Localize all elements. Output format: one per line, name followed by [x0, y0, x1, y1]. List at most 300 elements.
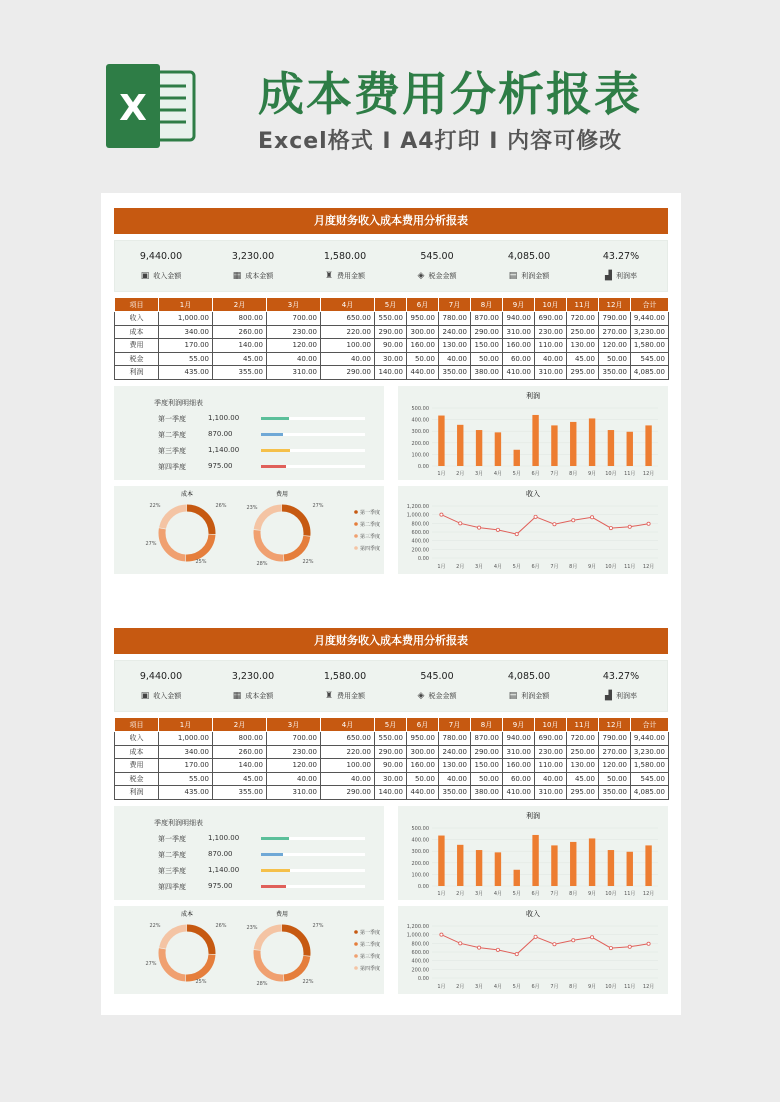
y-tick-label: 600.00	[411, 949, 429, 956]
table-cell: 50.00	[407, 772, 439, 786]
table-cell: 50.00	[599, 352, 631, 366]
table-cell: 295.00	[567, 366, 599, 380]
x-tick-label: 12月	[642, 563, 655, 570]
table-row	[115, 325, 669, 339]
x-tick-label: 4月	[493, 983, 503, 990]
x-tick-label: 2月	[456, 983, 465, 990]
x-tick-label: 5月	[512, 470, 521, 477]
bar-8	[570, 421, 576, 465]
table-cell: 130.00	[439, 759, 471, 773]
legend-label: 第一季度	[360, 509, 381, 516]
slice-pct-label: 23%	[246, 504, 258, 511]
income-point-5	[515, 532, 518, 535]
kpi-card	[391, 241, 483, 291]
income-line-chart-panel	[398, 486, 668, 574]
table-cell: 545.00	[631, 352, 669, 366]
table-cell: 295.00	[567, 786, 599, 800]
quarter-value: 1,140.00	[208, 865, 240, 874]
kpi-label: 成本金额	[245, 272, 274, 280]
income-line-chart	[398, 486, 668, 574]
x-tick-label: 1月	[437, 983, 446, 990]
table-cell: 40.00	[267, 352, 321, 366]
y-tick-label: 400.00	[411, 538, 429, 545]
kpi-label: 收入金额	[153, 692, 182, 700]
bar-1	[438, 415, 444, 465]
y-tick-label: 1,000.00	[406, 512, 429, 519]
kpi-value: 9,440.00	[139, 251, 183, 262]
x-tick-label: 11月	[624, 983, 636, 990]
x-tick-label: 10月	[605, 983, 617, 990]
row-label: 费用	[115, 759, 159, 773]
income-line-chart	[398, 906, 668, 994]
bar-6	[532, 414, 538, 465]
quarter-bar-fill	[261, 885, 286, 888]
quarter-bar-track	[261, 885, 365, 888]
x-tick-label: 1月	[437, 890, 446, 897]
calculator-icon: ▦	[232, 271, 242, 281]
slice-pct-label: 22%	[302, 558, 314, 565]
column-header: 8月	[471, 298, 503, 312]
bar-10	[608, 430, 614, 466]
column-header: 3月	[267, 718, 321, 732]
table-cell: 30.00	[375, 772, 407, 786]
slice-pct-label: 22%	[149, 922, 161, 929]
table-cell: 950.00	[407, 732, 439, 746]
legend-swatch	[354, 522, 358, 526]
table-cell: 120.00	[267, 339, 321, 353]
bar-chart-title: 利润	[526, 811, 540, 820]
column-header: 11月	[567, 718, 599, 732]
column-header: 2月	[213, 718, 267, 732]
quarter-row	[158, 834, 378, 844]
table-cell: 350.00	[599, 366, 631, 380]
kpi-card	[299, 241, 391, 291]
bar-2	[457, 844, 463, 885]
donut-charts	[114, 906, 384, 994]
row-label: 税金	[115, 772, 159, 786]
table-row	[115, 366, 669, 380]
donut-panel	[114, 486, 384, 574]
page-subtitle: Excel格式 I A4打印 I 内容可修改	[258, 129, 623, 154]
income-point-9	[590, 935, 593, 938]
column-header: 5月	[375, 718, 407, 732]
x-tick-label: 5月	[512, 890, 521, 897]
line-chart-title: 收入	[526, 489, 540, 498]
kpi-card	[207, 661, 299, 711]
x-tick-label: 8月	[569, 563, 578, 570]
row-label: 税金	[115, 352, 159, 366]
income-point-5	[515, 952, 518, 955]
legend-swatch	[354, 546, 358, 550]
donut-charts	[114, 486, 384, 574]
income-point-6	[534, 935, 537, 938]
x-tick-label: 5月	[512, 563, 521, 570]
bar-6	[532, 834, 538, 885]
table-cell: 40.00	[321, 772, 375, 786]
data-table	[114, 717, 669, 800]
column-header: 8月	[471, 718, 503, 732]
x-tick-label: 9月	[587, 983, 597, 990]
table-cell: 650.00	[321, 732, 375, 746]
quarter-row	[158, 850, 378, 860]
kpi-label: 费用金额	[337, 272, 366, 280]
income-point-2	[459, 521, 462, 524]
quarter-row	[158, 866, 378, 876]
table-cell: 290.00	[471, 745, 503, 759]
income-point-6	[534, 515, 537, 518]
card-icon: ▤	[508, 691, 518, 701]
y-tick-label: 0.00	[417, 975, 429, 982]
quarter-bar-fill	[261, 837, 289, 840]
table-header-row	[115, 298, 669, 312]
table-cell: 150.00	[471, 759, 503, 773]
column-header: 合计	[631, 718, 669, 732]
y-tick-label: 1,200.00	[406, 503, 429, 510]
kpi-value: 1,580.00	[323, 671, 367, 682]
kpi-label: 利润率	[615, 272, 637, 280]
kpi-value: 4,085.00	[507, 251, 551, 262]
x-tick-label: 4月	[493, 890, 503, 897]
table-cell: 350.00	[439, 786, 471, 800]
paper-sheet	[101, 193, 681, 1015]
profit-bar-chart	[398, 806, 668, 900]
table-cell: 40.00	[321, 352, 375, 366]
table-cell: 940.00	[503, 732, 535, 746]
kpi-value: 545.00	[420, 671, 454, 682]
profit-bar-chart-panel	[398, 386, 668, 480]
table-cell: 40.00	[267, 772, 321, 786]
slice-pct-label: 28%	[256, 560, 268, 567]
table-cell: 340.00	[159, 745, 213, 759]
table-cell: 140.00	[213, 759, 267, 773]
y-tick-label: 200.00	[411, 546, 429, 553]
column-header: 项目	[115, 298, 159, 312]
x-tick-label: 11月	[624, 890, 636, 897]
table-cell: 110.00	[535, 339, 567, 353]
table-cell: 290.00	[321, 366, 375, 380]
x-tick-label: 2月	[456, 563, 465, 570]
x-tick-label: 4月	[493, 563, 503, 570]
table-cell: 140.00	[375, 366, 407, 380]
report-sheet	[114, 628, 668, 994]
legend-label: 第二季度	[360, 941, 381, 948]
y-tick-label: 400.00	[411, 417, 429, 424]
y-tick-label: 0.00	[417, 555, 429, 562]
kpi-card	[115, 241, 207, 291]
kpi-value: 43.27%	[602, 671, 640, 682]
table-cell: 160.00	[503, 759, 535, 773]
table-cell: 260.00	[213, 325, 267, 339]
table-cell: 9,440.00	[631, 732, 669, 746]
table-cell: 260.00	[213, 745, 267, 759]
table-row	[115, 759, 669, 773]
table-cell: 550.00	[375, 312, 407, 326]
y-tick-label: 300.00	[411, 848, 429, 855]
table-cell: 250.00	[567, 325, 599, 339]
column-header: 7月	[439, 718, 471, 732]
table-cell: 435.00	[159, 786, 213, 800]
quarter-bar-fill	[261, 417, 289, 420]
table-cell: 45.00	[567, 772, 599, 786]
slice-pct-label: 25%	[195, 558, 207, 565]
quarter-label: 第一季度	[158, 414, 186, 423]
bar-chart-icon: ▟	[605, 691, 612, 701]
table-cell: 9,440.00	[631, 312, 669, 326]
report-title: 月度财务收入成本费用分析报表	[114, 208, 668, 234]
row-label: 费用	[115, 339, 159, 353]
x-tick-label: 2月	[456, 890, 465, 897]
bar-chart-title: 利润	[526, 391, 540, 400]
income-point-9	[590, 515, 593, 518]
table-cell: 780.00	[439, 732, 471, 746]
y-tick-label: 800.00	[411, 940, 429, 947]
kpi-value: 1,580.00	[323, 251, 367, 262]
calculator-icon: ▦	[232, 691, 242, 701]
column-header: 9月	[503, 298, 535, 312]
legend-swatch	[354, 942, 358, 946]
y-tick-label: 100.00	[411, 451, 429, 458]
table-cell: 650.00	[321, 312, 375, 326]
bar-8	[570, 841, 576, 885]
quarter-bar-track	[261, 417, 365, 420]
table-cell: 100.00	[321, 339, 375, 353]
table-cell: 230.00	[535, 325, 567, 339]
table-cell: 250.00	[567, 745, 599, 759]
x-tick-label: 6月	[531, 563, 540, 570]
table-cell: 870.00	[471, 312, 503, 326]
legend-swatch	[354, 954, 358, 958]
table-cell: 120.00	[267, 759, 321, 773]
y-tick-label: 500.00	[411, 405, 429, 412]
table-cell: 170.00	[159, 339, 213, 353]
table-cell: 355.00	[213, 366, 267, 380]
table-cell: 1,580.00	[631, 339, 669, 353]
y-tick-label: 200.00	[411, 440, 429, 447]
table-cell: 130.00	[567, 339, 599, 353]
kpi-card	[299, 661, 391, 711]
x-tick-label: 10月	[605, 563, 617, 570]
income-point-2	[459, 941, 462, 944]
report-sheet	[114, 208, 668, 574]
quarter-row	[158, 446, 378, 456]
slice-pct-label: 25%	[195, 978, 207, 985]
table-cell: 310.00	[503, 325, 535, 339]
slice-pct-label: 26%	[215, 502, 227, 509]
table-cell: 50.00	[471, 772, 503, 786]
income-series-line	[441, 934, 648, 954]
legend-label: 第三季度	[360, 533, 381, 540]
x-tick-label: 1月	[437, 563, 446, 570]
legend-label: 第四季度	[360, 965, 381, 972]
bar-4	[495, 432, 501, 466]
slice-pct-label: 27%	[312, 922, 324, 929]
income-point-12	[647, 522, 650, 525]
table-cell: 1,000.00	[159, 732, 213, 746]
kpi-strip	[114, 240, 668, 292]
x-tick-label: 1月	[437, 470, 446, 477]
table-cell: 120.00	[599, 339, 631, 353]
table-cell: 720.00	[567, 312, 599, 326]
column-header: 12月	[599, 298, 631, 312]
excel-logo-icon	[102, 58, 198, 154]
column-header: 1月	[159, 718, 213, 732]
y-tick-label: 200.00	[411, 860, 429, 867]
income-point-1	[440, 513, 443, 516]
x-tick-label: 7月	[550, 890, 559, 897]
x-tick-label: 3月	[474, 470, 484, 477]
column-header: 6月	[407, 718, 439, 732]
x-tick-label: 6月	[531, 890, 540, 897]
table-row	[115, 339, 669, 353]
table-cell: 870.00	[471, 732, 503, 746]
table-cell: 300.00	[407, 745, 439, 759]
wallet-icon: ▣	[140, 271, 150, 281]
x-tick-label: 5月	[512, 983, 521, 990]
table-cell: 60.00	[503, 352, 535, 366]
column-header: 11月	[567, 298, 599, 312]
quarter-bar-track	[261, 853, 365, 856]
x-tick-label: 8月	[569, 470, 578, 477]
table-cell: 545.00	[631, 772, 669, 786]
table-cell: 410.00	[503, 786, 535, 800]
quarter-row	[158, 882, 378, 892]
table-cell: 690.00	[535, 732, 567, 746]
table-cell: 220.00	[321, 745, 375, 759]
quarter-value: 870.00	[208, 429, 233, 438]
table-cell: 435.00	[159, 366, 213, 380]
table-cell: 220.00	[321, 325, 375, 339]
x-tick-label: 9月	[587, 890, 597, 897]
column-header: 4月	[321, 718, 375, 732]
x-tick-label: 7月	[550, 563, 559, 570]
kpi-value: 3,230.00	[231, 251, 275, 262]
kpi-label: 利润金额	[521, 272, 550, 280]
donut-title: 费用	[275, 490, 289, 498]
bar-9	[589, 838, 595, 886]
column-header: 4月	[321, 298, 375, 312]
income-point-7	[553, 942, 556, 945]
table-cell: 60.00	[503, 772, 535, 786]
table-cell: 100.00	[321, 759, 375, 773]
quarter-bar-fill	[261, 869, 290, 872]
y-tick-label: 0.00	[417, 463, 429, 470]
table-cell: 140.00	[213, 339, 267, 353]
quarter-value: 1,100.00	[208, 833, 240, 842]
bar-12	[645, 425, 651, 466]
bar-5	[514, 869, 520, 885]
kpi-card	[483, 241, 575, 291]
table-cell: 230.00	[535, 745, 567, 759]
bar-3	[476, 430, 482, 466]
slice-pct-label: 27%	[312, 502, 324, 509]
bar-12	[645, 845, 651, 886]
row-label: 利润	[115, 786, 159, 800]
kpi-label: 费用金额	[337, 692, 366, 700]
kpi-card	[115, 661, 207, 711]
table-cell: 1,000.00	[159, 312, 213, 326]
x-tick-label: 10月	[605, 890, 617, 897]
table-cell: 40.00	[535, 352, 567, 366]
quarter-profit-title: 季度利润明细表	[154, 398, 203, 407]
table-cell: 690.00	[535, 312, 567, 326]
table-cell: 270.00	[599, 745, 631, 759]
quarter-bar-track	[261, 837, 365, 840]
tax-icon: ◈	[417, 271, 425, 281]
slice-pct-label: 27%	[145, 960, 157, 967]
table-cell: 800.00	[213, 312, 267, 326]
table-cell: 380.00	[471, 366, 503, 380]
table-cell: 940.00	[503, 312, 535, 326]
bar-7	[551, 425, 557, 466]
x-tick-label: 6月	[531, 983, 540, 990]
row-label: 成本	[115, 745, 159, 759]
kpi-label: 税金金额	[428, 692, 457, 700]
quarter-profit-title: 季度利润明细表	[154, 818, 203, 827]
legend-swatch	[354, 966, 358, 970]
money-bag-icon: ♜	[324, 691, 334, 701]
table-cell: 130.00	[567, 759, 599, 773]
quarter-row	[158, 414, 378, 424]
y-tick-label: 400.00	[411, 837, 429, 844]
quarter-bar-fill	[261, 433, 283, 436]
income-point-8	[572, 938, 575, 941]
legend-label: 第二季度	[360, 521, 381, 528]
table-cell: 45.00	[567, 352, 599, 366]
table-cell: 350.00	[439, 366, 471, 380]
data-table	[114, 297, 669, 380]
x-tick-label: 8月	[569, 983, 578, 990]
x-tick-label: 10月	[605, 470, 617, 477]
column-header: 10月	[535, 298, 567, 312]
table-cell: 310.00	[535, 366, 567, 380]
page-title: 成本费用分析报表	[258, 67, 642, 121]
bar-11	[627, 851, 633, 885]
column-header: 5月	[375, 298, 407, 312]
donut-panel	[114, 906, 384, 994]
tax-icon: ◈	[417, 691, 425, 701]
legend-label: 第一季度	[360, 929, 381, 936]
table-cell: 290.00	[375, 745, 407, 759]
income-series-line	[441, 514, 648, 534]
legend-swatch	[354, 534, 358, 538]
table-cell: 90.00	[375, 759, 407, 773]
table-cell: 780.00	[439, 312, 471, 326]
column-header: 9月	[503, 718, 535, 732]
table-cell: 240.00	[439, 745, 471, 759]
bar-9	[589, 418, 595, 466]
quarter-label: 第一季度	[158, 834, 186, 843]
y-tick-label: 200.00	[411, 966, 429, 973]
income-point-10	[609, 526, 612, 529]
kpi-value: 4,085.00	[507, 671, 551, 682]
column-header: 项目	[115, 718, 159, 732]
table-cell: 800.00	[213, 732, 267, 746]
bar-chart-icon: ▟	[605, 271, 612, 281]
quarter-bar-track	[261, 433, 365, 436]
table-cell: 3,230.00	[631, 745, 669, 759]
table-row	[115, 312, 669, 326]
table-cell: 90.00	[375, 339, 407, 353]
table-cell: 790.00	[599, 732, 631, 746]
slice-pct-label: 28%	[256, 980, 268, 987]
table-cell: 720.00	[567, 732, 599, 746]
quarter-row	[158, 430, 378, 440]
x-tick-label: 9月	[587, 470, 597, 477]
table-cell: 40.00	[439, 772, 471, 786]
column-header: 10月	[535, 718, 567, 732]
x-tick-label: 11月	[624, 470, 636, 477]
table-cell: 30.00	[375, 352, 407, 366]
